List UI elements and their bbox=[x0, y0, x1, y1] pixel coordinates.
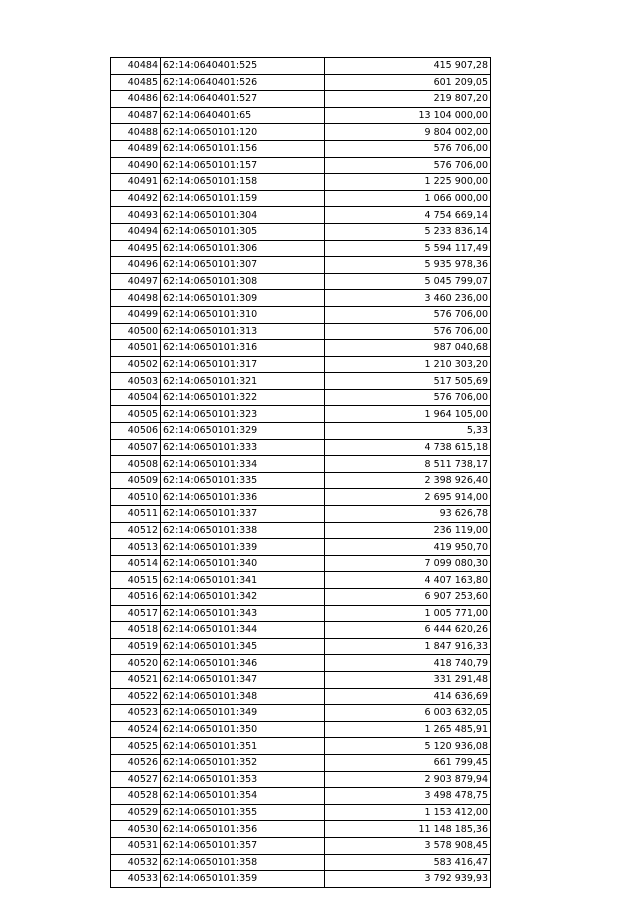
table-row bbox=[111, 423, 491, 440]
row-number-cell: 40526 bbox=[111, 754, 161, 771]
row-number-cell: 40486 bbox=[111, 91, 161, 108]
table-row bbox=[111, 91, 491, 108]
table-row bbox=[111, 190, 491, 207]
cadastral-number-cell: 62:14:0650101:335 bbox=[161, 472, 325, 489]
value-cell: 415 907,28 bbox=[325, 58, 491, 75]
row-number-cell: 40488 bbox=[111, 124, 161, 141]
table-row bbox=[111, 738, 491, 755]
row-number-cell: 40508 bbox=[111, 456, 161, 473]
table-row bbox=[111, 406, 491, 423]
cadastral-number-cell: 62:14:0650101:349 bbox=[161, 705, 325, 722]
row-number-cell: 40496 bbox=[111, 257, 161, 274]
cadastral-number-cell: 62:14:0650101:159 bbox=[161, 190, 325, 207]
row-number-cell: 40527 bbox=[111, 771, 161, 788]
row-number-cell: 40499 bbox=[111, 306, 161, 323]
value-cell: 5 233 836,14 bbox=[325, 223, 491, 240]
table-row bbox=[111, 107, 491, 124]
cadastral-number-cell: 62:14:0650101:158 bbox=[161, 174, 325, 191]
table-row bbox=[111, 655, 491, 672]
row-number-cell: 40485 bbox=[111, 74, 161, 91]
cadastral-number-cell: 62:14:0650101:156 bbox=[161, 140, 325, 157]
value-cell: 576 706,00 bbox=[325, 140, 491, 157]
table-row bbox=[111, 240, 491, 257]
value-cell: 576 706,00 bbox=[325, 306, 491, 323]
row-number-cell: 40498 bbox=[111, 290, 161, 307]
value-cell: 517 505,69 bbox=[325, 373, 491, 390]
table-row bbox=[111, 157, 491, 174]
value-cell: 6 444 620,26 bbox=[325, 622, 491, 639]
cadastral-number-cell: 62:14:0650101:120 bbox=[161, 124, 325, 141]
cadastral-number-cell: 62:14:0650101:305 bbox=[161, 223, 325, 240]
row-number-cell: 40503 bbox=[111, 373, 161, 390]
value-cell: 3 792 939,93 bbox=[325, 871, 491, 888]
row-number-cell: 40533 bbox=[111, 871, 161, 888]
value-cell: 6 003 632,05 bbox=[325, 705, 491, 722]
table-row bbox=[111, 290, 491, 307]
value-cell: 1 847 916,33 bbox=[325, 638, 491, 655]
table-row bbox=[111, 771, 491, 788]
value-cell: 11 148 185,36 bbox=[325, 821, 491, 838]
row-number-cell: 40511 bbox=[111, 506, 161, 523]
value-cell: 2 903 879,94 bbox=[325, 771, 491, 788]
row-number-cell: 40519 bbox=[111, 638, 161, 655]
row-number-cell: 40513 bbox=[111, 539, 161, 556]
row-number-cell: 40524 bbox=[111, 721, 161, 738]
row-number-cell: 40516 bbox=[111, 589, 161, 606]
table-row bbox=[111, 489, 491, 506]
value-cell: 236 119,00 bbox=[325, 522, 491, 539]
table-row bbox=[111, 555, 491, 572]
cadastral-number-cell: 62:14:0650101:313 bbox=[161, 323, 325, 340]
value-cell: 3 460 236,00 bbox=[325, 290, 491, 307]
table-row bbox=[111, 539, 491, 556]
table-row bbox=[111, 506, 491, 523]
value-cell: 4 738 615,18 bbox=[325, 439, 491, 456]
row-number-cell: 40528 bbox=[111, 788, 161, 805]
cadastral-number-cell: 62:14:0650101:329 bbox=[161, 423, 325, 440]
row-number-cell: 40493 bbox=[111, 207, 161, 224]
cadastral-number-cell: 62:14:0650101:343 bbox=[161, 605, 325, 622]
row-number-cell: 40489 bbox=[111, 140, 161, 157]
cadastral-number-cell: 62:14:0650101:307 bbox=[161, 257, 325, 274]
cadastral-number-cell: 62:14:0650101:340 bbox=[161, 555, 325, 572]
row-number-cell: 40509 bbox=[111, 472, 161, 489]
table-row bbox=[111, 788, 491, 805]
value-cell: 576 706,00 bbox=[325, 389, 491, 406]
row-number-cell: 40506 bbox=[111, 423, 161, 440]
value-cell: 5 935 978,36 bbox=[325, 257, 491, 274]
table-row bbox=[111, 124, 491, 141]
table-body bbox=[111, 58, 491, 888]
cadastral-number-cell: 62:14:0640401:527 bbox=[161, 91, 325, 108]
table-row bbox=[111, 854, 491, 871]
cadastral-number-cell: 62:14:0650101:344 bbox=[161, 622, 325, 639]
cadastral-number-cell: 62:14:0640401:65 bbox=[161, 107, 325, 124]
table-row bbox=[111, 622, 491, 639]
row-number-cell: 40525 bbox=[111, 738, 161, 755]
row-number-cell: 40518 bbox=[111, 622, 161, 639]
table-row bbox=[111, 356, 491, 373]
table-row bbox=[111, 572, 491, 589]
row-number-cell: 40529 bbox=[111, 804, 161, 821]
table-row bbox=[111, 671, 491, 688]
row-number-cell: 40531 bbox=[111, 837, 161, 854]
row-number-cell: 40501 bbox=[111, 340, 161, 357]
row-number-cell: 40514 bbox=[111, 555, 161, 572]
row-number-cell: 40502 bbox=[111, 356, 161, 373]
value-cell: 1 153 412,00 bbox=[325, 804, 491, 821]
cadastral-number-cell: 62:14:0650101:356 bbox=[161, 821, 325, 838]
cadastral-number-cell: 62:14:0650101:304 bbox=[161, 207, 325, 224]
value-cell: 3 498 478,75 bbox=[325, 788, 491, 805]
table-row bbox=[111, 306, 491, 323]
cadastral-number-cell: 62:14:0640401:526 bbox=[161, 74, 325, 91]
value-cell: 8 511 738,17 bbox=[325, 456, 491, 473]
table-row bbox=[111, 223, 491, 240]
table-row bbox=[111, 456, 491, 473]
value-cell: 13 104 000,00 bbox=[325, 107, 491, 124]
table-row bbox=[111, 273, 491, 290]
table-row bbox=[111, 340, 491, 357]
value-cell: 583 416,47 bbox=[325, 854, 491, 871]
value-cell: 1 265 485,91 bbox=[325, 721, 491, 738]
value-cell: 1 066 000,00 bbox=[325, 190, 491, 207]
table-row bbox=[111, 140, 491, 157]
value-cell: 3 578 908,45 bbox=[325, 837, 491, 854]
value-cell: 7 099 080,30 bbox=[325, 555, 491, 572]
cadastral-number-cell: 62:14:0650101:322 bbox=[161, 389, 325, 406]
table-row bbox=[111, 74, 491, 91]
row-number-cell: 40517 bbox=[111, 605, 161, 622]
table-row bbox=[111, 821, 491, 838]
cadastral-number-cell: 62:14:0650101:347 bbox=[161, 671, 325, 688]
value-cell: 1 005 771,00 bbox=[325, 605, 491, 622]
cadastral-number-cell: 62:14:0650101:342 bbox=[161, 589, 325, 606]
table-row bbox=[111, 589, 491, 606]
cadastral-number-cell: 62:14:0640401:525 bbox=[161, 58, 325, 75]
value-cell: 2 695 914,00 bbox=[325, 489, 491, 506]
table-row bbox=[111, 705, 491, 722]
row-number-cell: 40490 bbox=[111, 157, 161, 174]
value-cell: 4 754 669,14 bbox=[325, 207, 491, 224]
row-number-cell: 40494 bbox=[111, 223, 161, 240]
row-number-cell: 40521 bbox=[111, 671, 161, 688]
value-cell: 414 636,69 bbox=[325, 688, 491, 705]
row-number-cell: 40492 bbox=[111, 190, 161, 207]
row-number-cell: 40512 bbox=[111, 522, 161, 539]
cadastral-number-cell: 62:14:0650101:339 bbox=[161, 539, 325, 556]
cadastral-number-cell: 62:14:0650101:157 bbox=[161, 157, 325, 174]
table-row bbox=[111, 439, 491, 456]
row-number-cell: 40505 bbox=[111, 406, 161, 423]
value-cell: 4 407 163,80 bbox=[325, 572, 491, 589]
cadastral-number-cell: 62:14:0650101:352 bbox=[161, 754, 325, 771]
table-row bbox=[111, 688, 491, 705]
cadastral-number-cell: 62:14:0650101:308 bbox=[161, 273, 325, 290]
table-row bbox=[111, 871, 491, 888]
cadastral-number-cell: 62:14:0650101:310 bbox=[161, 306, 325, 323]
value-cell: 5,33 bbox=[325, 423, 491, 440]
table-row bbox=[111, 373, 491, 390]
cadastral-number-cell: 62:14:0650101:333 bbox=[161, 439, 325, 456]
value-cell: 93 626,78 bbox=[325, 506, 491, 523]
cadastral-number-cell: 62:14:0650101:351 bbox=[161, 738, 325, 755]
row-number-cell: 40497 bbox=[111, 273, 161, 290]
value-cell: 418 740,79 bbox=[325, 655, 491, 672]
value-cell: 5 594 117,49 bbox=[325, 240, 491, 257]
cadastral-number-cell: 62:14:0650101:345 bbox=[161, 638, 325, 655]
cadastral-number-cell: 62:14:0650101:309 bbox=[161, 290, 325, 307]
row-number-cell: 40487 bbox=[111, 107, 161, 124]
value-cell: 419 950,70 bbox=[325, 539, 491, 556]
row-number-cell: 40522 bbox=[111, 688, 161, 705]
table-row bbox=[111, 721, 491, 738]
cadastral-number-cell: 62:14:0650101:337 bbox=[161, 506, 325, 523]
table-row bbox=[111, 804, 491, 821]
table-row bbox=[111, 754, 491, 771]
table-row bbox=[111, 605, 491, 622]
row-number-cell: 40507 bbox=[111, 439, 161, 456]
cadastral-number-cell: 62:14:0650101:316 bbox=[161, 340, 325, 357]
cadastral-number-cell: 62:14:0650101:358 bbox=[161, 854, 325, 871]
value-cell: 5 045 799,07 bbox=[325, 273, 491, 290]
table-row bbox=[111, 323, 491, 340]
value-cell: 1 225 900,00 bbox=[325, 174, 491, 191]
row-number-cell: 40532 bbox=[111, 854, 161, 871]
cadastral-number-cell: 62:14:0650101:323 bbox=[161, 406, 325, 423]
cadastral-number-cell: 62:14:0650101:306 bbox=[161, 240, 325, 257]
table-row bbox=[111, 638, 491, 655]
cadastral-number-cell: 62:14:0650101:357 bbox=[161, 837, 325, 854]
row-number-cell: 40520 bbox=[111, 655, 161, 672]
cadastral-number-cell: 62:14:0650101:346 bbox=[161, 655, 325, 672]
row-number-cell: 40500 bbox=[111, 323, 161, 340]
row-number-cell: 40495 bbox=[111, 240, 161, 257]
row-number-cell: 40515 bbox=[111, 572, 161, 589]
cadastral-number-cell: 62:14:0650101:341 bbox=[161, 572, 325, 589]
value-cell: 219 807,20 bbox=[325, 91, 491, 108]
cadastral-number-cell: 62:14:0650101:317 bbox=[161, 356, 325, 373]
value-cell: 1 964 105,00 bbox=[325, 406, 491, 423]
table-row bbox=[111, 522, 491, 539]
value-cell: 576 706,00 bbox=[325, 157, 491, 174]
table-row bbox=[111, 472, 491, 489]
row-number-cell: 40530 bbox=[111, 821, 161, 838]
table-row bbox=[111, 257, 491, 274]
table-row bbox=[111, 207, 491, 224]
cadastral-number-cell: 62:14:0650101:355 bbox=[161, 804, 325, 821]
cadastral-number-cell: 62:14:0650101:354 bbox=[161, 788, 325, 805]
value-cell: 661 799,45 bbox=[325, 754, 491, 771]
value-cell: 1 210 303,20 bbox=[325, 356, 491, 373]
cadastral-number-cell: 62:14:0650101:321 bbox=[161, 373, 325, 390]
value-cell: 2 398 926,40 bbox=[325, 472, 491, 489]
cadastral-number-cell: 62:14:0650101:338 bbox=[161, 522, 325, 539]
row-number-cell: 40523 bbox=[111, 705, 161, 722]
row-number-cell: 40484 bbox=[111, 58, 161, 75]
value-cell: 576 706,00 bbox=[325, 323, 491, 340]
row-number-cell: 40510 bbox=[111, 489, 161, 506]
table-row bbox=[111, 389, 491, 406]
cadastral-value-table bbox=[110, 57, 491, 888]
table-row bbox=[111, 174, 491, 191]
value-cell: 331 291,48 bbox=[325, 671, 491, 688]
row-number-cell: 40491 bbox=[111, 174, 161, 191]
value-cell: 987 040,68 bbox=[325, 340, 491, 357]
cadastral-number-cell: 62:14:0650101:334 bbox=[161, 456, 325, 473]
cadastral-number-cell: 62:14:0650101:336 bbox=[161, 489, 325, 506]
row-number-cell: 40504 bbox=[111, 389, 161, 406]
value-cell: 6 907 253,60 bbox=[325, 589, 491, 606]
cadastral-number-cell: 62:14:0650101:348 bbox=[161, 688, 325, 705]
cadastral-number-cell: 62:14:0650101:350 bbox=[161, 721, 325, 738]
table-row bbox=[111, 837, 491, 854]
cadastral-number-cell: 62:14:0650101:353 bbox=[161, 771, 325, 788]
cadastral-number-cell: 62:14:0650101:359 bbox=[161, 871, 325, 888]
value-cell: 601 209,05 bbox=[325, 74, 491, 91]
table-row bbox=[111, 58, 491, 75]
value-cell: 5 120 936,08 bbox=[325, 738, 491, 755]
value-cell: 9 804 002,00 bbox=[325, 124, 491, 141]
